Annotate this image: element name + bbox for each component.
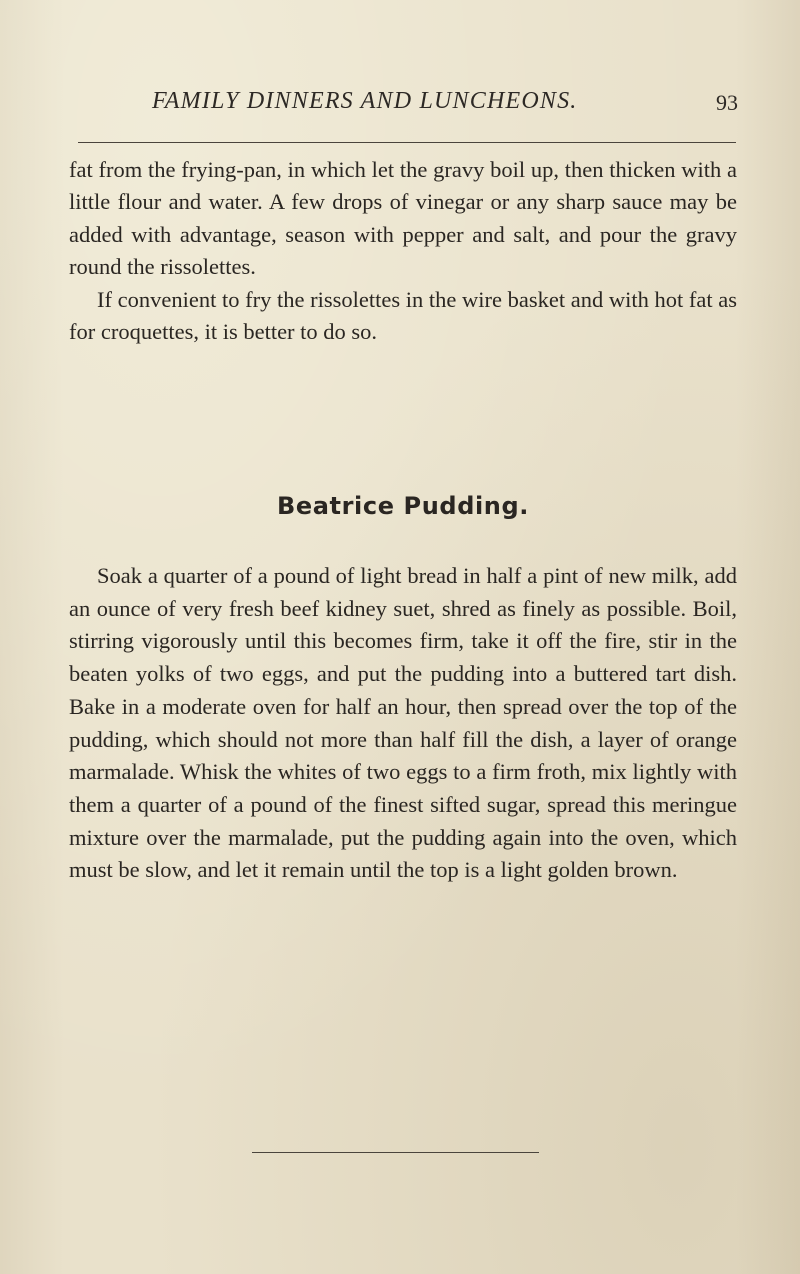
continued-text <box>69 154 737 348</box>
end-rule <box>252 1152 539 1153</box>
header-rule <box>78 142 736 143</box>
recipe-text <box>69 560 737 887</box>
recipe-title: Beatrice Pudding. <box>276 492 529 520</box>
paragraph: If convenient to fry the rissolettes in the wire basket and with hot fat as for croquettes, it is better to do so. <box>69 286 737 345</box>
running-head <box>70 82 738 122</box>
paragraph: Soak a quarter of a pound of light bread in half a pint of new milk, add an ounce of very fresh beef kidney suet, shred as finely as possible. Boil, stirring vigorously until this becomes firm, take it off the fire, stir in the beaten yolks of two eggs, and put the pudding into a buttered tart dish. Bake in a moderate oven for half an hour, then spread over the top of the pudding, which should not more than half fill the dish, a layer of orange marmalade. Whisk the whites of two eggs to a firm froth, mix lightly with them a quarter of a pound of the finest sifted sugar, spread this meringue mixture over the marmalade, put the pudding again into the oven, which must be slow, and let it remain until the top is a light golden brown. <box>69 563 737 883</box>
running-title: FAMILY DINNERS AND LUNCHEONS. <box>152 88 578 114</box>
page-number: 93 <box>716 90 738 115</box>
paragraph: fat from the frying-pan, in which let the gravy boil up, then thicken with a little flour and water. A few drops of vinegar or any sharp sauce may be added with advantage, season with pepper and salt, and pour the gravy round the rissolettes. <box>69 157 737 280</box>
